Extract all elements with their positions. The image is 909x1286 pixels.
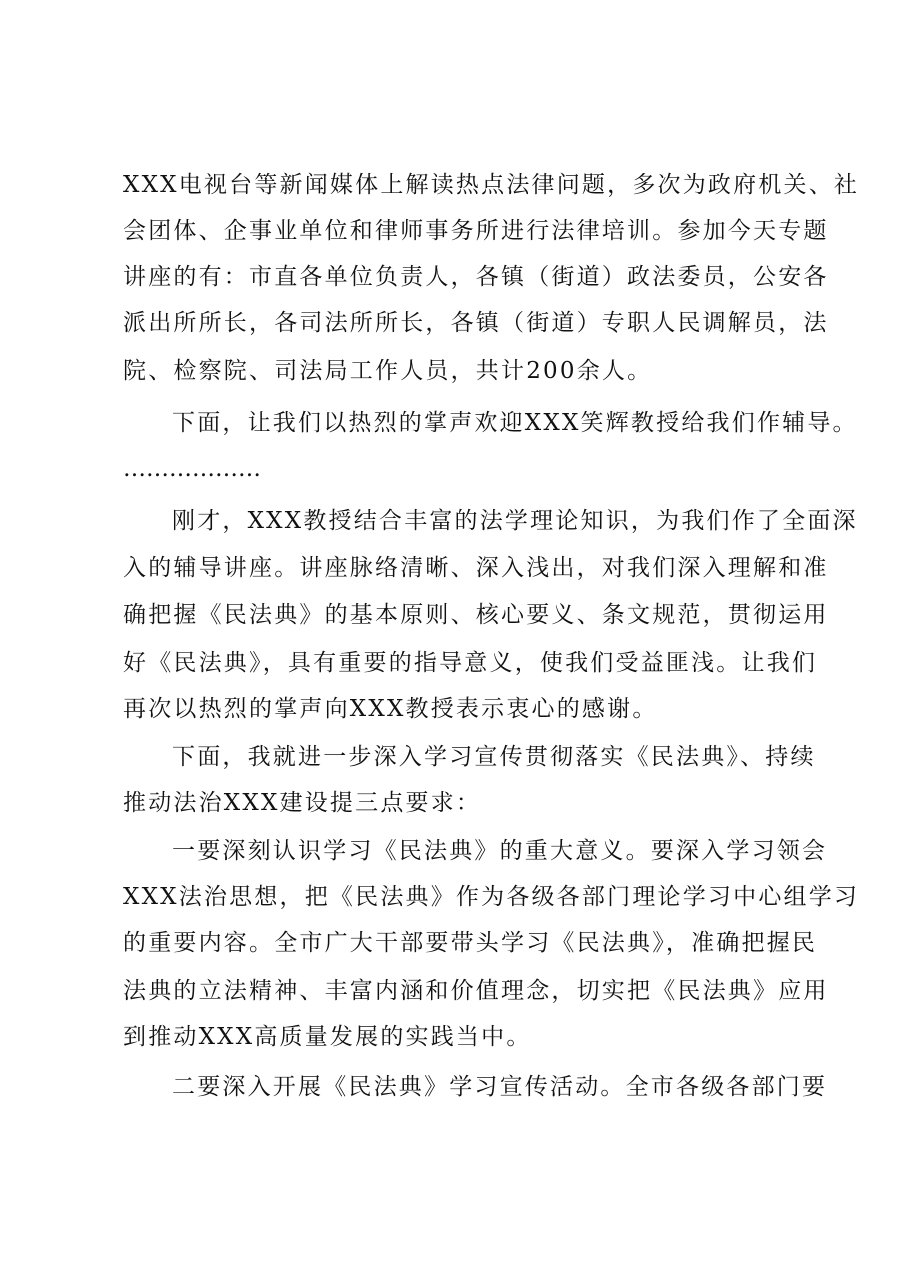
text-line: 派出所所长，各司法所所长，各镇（街道）专职人民调解员，法 (123, 310, 829, 336)
ellipsis-separator: ……………… (123, 456, 261, 482)
text-line: 讲座的有：市直各单位负责人，各镇（街道）政法委员，公安各 (123, 264, 829, 290)
text-line: 好《民法典》，具有重要的指导意义，使我们受益匪浅。让我们 (123, 650, 818, 676)
paragraph-first-line: 刚才，XXX教授结合丰富的法学理论知识，为我们作了全面深 (172, 508, 858, 534)
paragraph-first-line: 二要深入开展《民法典》学习宣传活动。全市各级各部门要 (172, 1074, 828, 1100)
text-line: 的重要内容。全市广大干部要带头学习《民法典》，准确把握民 (123, 930, 818, 956)
paragraph-first-line: 下面，让我们以热烈的掌声欢迎XXX笑辉教授给我们作辅导。 (172, 410, 858, 436)
text-line: XXX电视台等新闻媒体上解读热点法律问题，多次为政府机关、社 (123, 172, 860, 198)
text-line: 会团体、企事业单位和律师事务所进行法律培训。参加今天专题 (123, 218, 829, 244)
text-line: 入的辅导讲座。讲座脉络清晰、深入浅出，对我们深入理解和准 (123, 555, 829, 581)
text-line: 到推动XXX高质量发展的实践当中。 (123, 1024, 532, 1050)
text-line: 法典的立法精神、丰富内涵和价值理念，切实把《民法典》应用 (123, 978, 829, 1004)
text-line: 确把握《民法典》的基本原则、核心要义、条文规范，贯彻运用 (123, 602, 829, 628)
text-line: 院、检察院、司法局工作人员，共计200余人。 (123, 358, 653, 384)
text-line: 再次以热烈的掌声向XXX教授表示衷心的感谢。 (123, 696, 658, 722)
paragraph-first-line: 下面，我就进一步深入学习宣传贯彻落实《民法典》、持续 (172, 744, 816, 770)
text-line: XXX法治思想，把《民法典》作为各级各部门理论学习中心组学习 (123, 884, 860, 910)
text-line: 推动法治XXX建设提三点要求： (123, 790, 482, 816)
paragraph-first-line: 一要深刻认识学习《民法典》的重大意义。要深入学习领会 (172, 838, 828, 864)
